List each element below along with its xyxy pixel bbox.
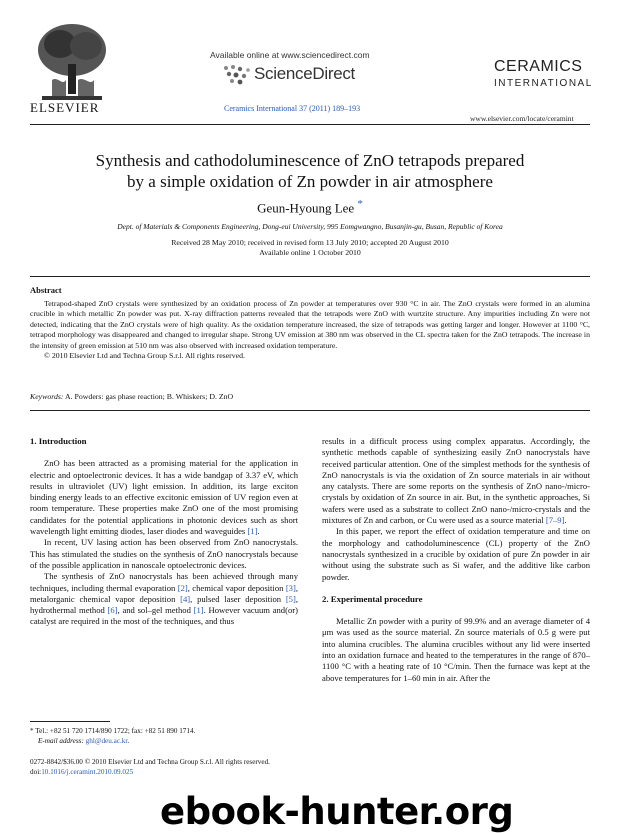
email-label: E-mail address: bbox=[38, 737, 86, 745]
experimental-paragraph-1: Metallic Zn powder with a purity of 99.9% and an average diameter of 4 μm was used as the source material. Zn source materials of 0.5 g were put into alumina crucibles. The alumina crucibles without any lid were inserted into an oxidation furnace and heated to the temperatures in the range of 870–1100 °C with a heating rate of 10 °C/min. Then the furnace was kept at the above temperatures for 1–60 min in air. After the bbox=[322, 616, 590, 683]
journal-logo-ceramics: CERAMICS bbox=[494, 58, 583, 75]
ref-link-3[interactable]: [3] bbox=[285, 582, 296, 593]
ref-link-6[interactable]: [6] bbox=[107, 605, 118, 616]
abstract-body bbox=[30, 299, 590, 361]
left-column bbox=[30, 436, 298, 628]
available-online-date: Available online 1 October 2010 bbox=[259, 248, 361, 257]
elsevier-tree-logo bbox=[32, 20, 112, 106]
keywords bbox=[30, 392, 233, 401]
issn-block: 0272-8842/$36.00 © 2010 Elsevier Ltd and Techna Group S.r.l. All rights reserved. doi:10.1016/j.ceramint.2010.09.025 bbox=[30, 758, 270, 776]
author bbox=[30, 198, 590, 216]
abstract-bottom-rule bbox=[30, 410, 590, 411]
right-paragraph-1: results in a difficult process using complex apparatus. Accordingly, the synthetic methods capable of synthesizing easily ZnO nanocrystals have received particular attention. One of the simplest methods for the synthesis of ZnO nanocrystals is via the oxidation of Zn source materials in air without any catalysts. There are some reports on the synthesis of ZnO nano-/micro-crystals by oxidation of Zn source in air. But, in the synthetic approaches, Si wafers were used as a substrate to collect ZnO nano-/micro-crystals and the mixtures of Zn and carbon, or Cu were used as a source material [7–9]. bbox=[322, 436, 590, 526]
journal-site-url[interactable]: www.elsevier.com/locate/ceramint bbox=[470, 114, 574, 123]
intro-paragraph-2: In recent, UV lasing action has been observed from ZnO nanocrystals. This has stimulated the studies on the synthesis of ZnO nanocrystals because of the possible application in nanoscale optoelectronic devices. bbox=[30, 537, 298, 570]
ref-link-1b[interactable]: [1] bbox=[193, 605, 204, 616]
section-heading-introduction: 1. Introduction bbox=[30, 436, 87, 446]
received-dates: Received 28 May 2010; received in revised form 13 July 2010; accepted 20 August 2010 bbox=[171, 238, 449, 247]
abstract-top-rule bbox=[30, 276, 590, 277]
section-heading-experimental: 2. Experimental procedure bbox=[322, 593, 423, 604]
doi-link[interactable]: 10.1016/j.ceramint.2010.09.025 bbox=[41, 767, 134, 776]
sciencedirect-dots-icon bbox=[222, 64, 252, 86]
intro-paragraph-3: The synthesis of ZnO nanocrystals has been achieved through many techniques, including thermal evaporation [2], chemical vapor deposition [3], metalorganic chemical vapor deposition [4], pulsed laser deposition [5], hydrothermal method [6], and sol–gel method [1]. However vacuum and(or) catalyst are required in the most of the techniques, and thus bbox=[30, 571, 298, 627]
journal-logo-international: INTERNATIONAL bbox=[494, 78, 593, 89]
email-link[interactable]: ghl@deu.ac.kr bbox=[85, 737, 128, 745]
footnote-contact: * Tel.: +82 51 720 1714/890 1722; fax: +82 51 890 1714. bbox=[30, 727, 196, 735]
corresponding-author-mark[interactable]: * bbox=[357, 198, 363, 210]
title-line-1: Synthesis and cathodoluminescence of ZnO tetrapods prepared bbox=[95, 151, 525, 170]
issn-copyright: 0272-8842/$36.00 © 2010 Elsevier Ltd and Techna Group S.r.l. All rights reserved. bbox=[30, 758, 270, 766]
dates-block bbox=[30, 238, 590, 258]
affiliation: Dept. of Materials & Components Engineering, Dong-eui University, 995 Eomgwangno, Busanjin-gu, Busan, Republic of Korea bbox=[117, 222, 503, 231]
ref-link-4[interactable]: [4] bbox=[180, 593, 191, 604]
title-line-2: by a simple oxidation of Zn powder in air atmosphere bbox=[127, 172, 493, 191]
footnote-rule bbox=[30, 721, 110, 722]
ref-link-1[interactable]: [1] bbox=[247, 526, 258, 537]
author-name: Geun-Hyoung Lee bbox=[257, 200, 355, 216]
keywords-label: Keywords: bbox=[30, 392, 64, 401]
abstract-text: Tetrapod-shaped ZnO crystals were synthesized by an oxidation process of Zn powder at temperatures over 930 °C in air. The ZnO crystals were formed in an alumina crucible in which metallic Zn powder was put. X-ray diffraction patterns revealed that the tetrapods were ZnO with wurtzite structure. Any impurities including Zn were not detected, indicating that the ZnO crystals were of high quality. As the oxidation temperature increased, the size of tetrapods was getting larger and longer. However at 1100 °C, tetrapod morphology was disappeared and changed to irregular shape. Strong UV emission at 380 nm was observed in the CL spectra taken for the ZnO tetrapods. The increase in the intensity of green emission at 510 nm was also observed with increased oxidation temperature. bbox=[30, 299, 590, 350]
abstract-copyright: © 2010 Elsevier Ltd and Techna Group S.r.l. All rights reserved. bbox=[44, 351, 245, 361]
keywords-list: A. Powders: gas phase reaction; B. Whiskers; D. ZnO bbox=[65, 392, 234, 401]
right-column bbox=[322, 436, 590, 684]
intro-paragraph-1: ZnO has been attracted as a promising material for the application in electric and optoelectronic devices. It has a wide bandgap of 3.37 eV, which results in ultraviolet (UV) light emission. In addition, its large exciton binding energy leads to an effective excitonic emission of UV region even at room temperature. These properties make ZnO one of the most promising candidates for the potential applications in photonic devices such as short wavelength light emitting diodes, laser diodes and waveguides [1]. bbox=[30, 458, 298, 537]
footnote: * Tel.: +82 51 720 1714/890 1722; fax: +82 51 890 1714. E-mail address: ghl@deu.ac.kr. bbox=[30, 726, 298, 746]
journal-citation-link[interactable]: Ceramics International 37 (2011) 189–193 bbox=[224, 104, 361, 113]
sciencedirect-logo-text: ScienceDirect bbox=[254, 64, 355, 83]
ref-link-7-9[interactable]: [7–9] bbox=[545, 515, 565, 526]
ref-link-5[interactable]: [5] bbox=[285, 593, 296, 604]
publisher-name: ELSEVIER bbox=[30, 100, 100, 115]
abstract-heading: Abstract bbox=[30, 285, 62, 295]
header-rule bbox=[30, 124, 590, 125]
ref-link-2[interactable]: [2] bbox=[177, 582, 188, 593]
article-title bbox=[30, 150, 590, 192]
watermark-text: ebook-hunter.org bbox=[160, 790, 514, 833]
right-paragraph-2: In this paper, we report the effect of oxidation temperature and time on the morphology and cathodoluminescence (CL) property of the ZnO nanocrystals synthesized in a crucible by oxidation of pure Zn powder in air without using the substrate such as Si wafer, and the additive like carbon powder. bbox=[322, 526, 590, 582]
available-online-text: Available online at www.sciencedirect.com bbox=[210, 50, 370, 60]
